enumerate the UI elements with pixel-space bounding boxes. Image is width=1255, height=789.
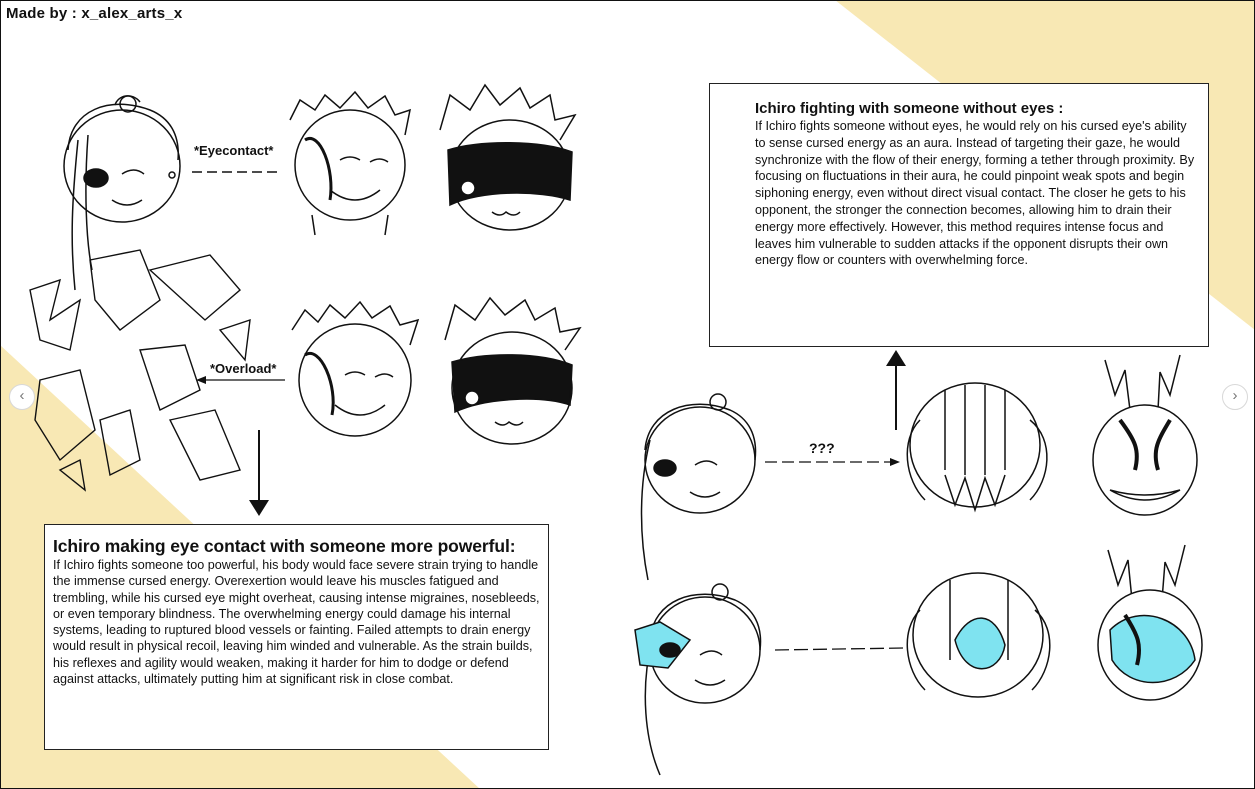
chevron-left-icon[interactable]: ‹ (9, 384, 35, 410)
no-eyes-info-box (709, 83, 1209, 347)
tentacle-creature-top (907, 383, 1047, 510)
ichiro-head-right-top (642, 394, 756, 580)
eye-contact-title: Ichiro making eye contact with someone more powerful: (53, 536, 516, 556)
scarred-face-top (290, 92, 410, 235)
no-eyes-body: If Ichiro fights someone without eyes, he would rely on his cursed eye's ability to sense cursed energy as an aura. Instead of targeting their gaze, he would synchronize with the flow of their energy, forming a tether through proximity. By focusing on fluctuations in their aura, he could pinpoint weak spots and begin siphoning energy, even without direct visual contact. The closer he gets to his opponent, the stronger the connection becomes, allowing him to drain their energy more effectively. However, this method requires intense focus and leaves him vulnerable to sudden attacks if the opponent disrupts their own energy flow or counters with overwhelming force. (755, 119, 1195, 268)
unknown-label: ??? (809, 440, 835, 456)
flame-creature-top (1093, 355, 1197, 515)
ichiro-head-top-left (64, 96, 180, 290)
eye-contact-body: If Ichiro fights someone too powerful, his body would face severe strain trying to handle the immense cursed energy. Overexertion would leave his muscles fatigued and trembling, while his cursed eye might overheat, causing intense migraines, nosebleeds, or even temporary blindness. The overwhelming energy could damage his internal systems, leading to ruptured blood vessels or fainting. Failed attempts to drain energy would result in physical recoil, leaving him winded and vulnerable. As the strain builds, his reflexes and agility would weaken, making it harder for him to dodge or defend against attacks, ultimately putting him at significant risk in close combat. (53, 558, 540, 687)
eye-contact-info-box (44, 524, 549, 750)
eyecontact-label: *Eyecontact* (194, 143, 274, 158)
tentacle-creature-bottom (907, 573, 1050, 697)
flame-creature-bottom (1098, 545, 1202, 700)
down-arrow (249, 430, 269, 516)
blindfold-face-top (440, 85, 575, 230)
bottom-connector (775, 648, 905, 650)
artist-credit: Made by : x_alex_arts_x (6, 5, 183, 22)
overload-label: *Overload* (210, 361, 277, 376)
up-arrow (886, 350, 906, 430)
unknown-arrow (765, 458, 900, 466)
chevron-right-icon[interactable]: › (1222, 384, 1248, 410)
overload-arrow (196, 376, 285, 384)
blindfold-face-mid (445, 298, 580, 444)
no-eyes-title: Ichiro fighting with someone without eyes : (755, 100, 1064, 117)
scarred-face-mid (292, 302, 418, 436)
ichiro-head-right-bottom (635, 584, 761, 775)
